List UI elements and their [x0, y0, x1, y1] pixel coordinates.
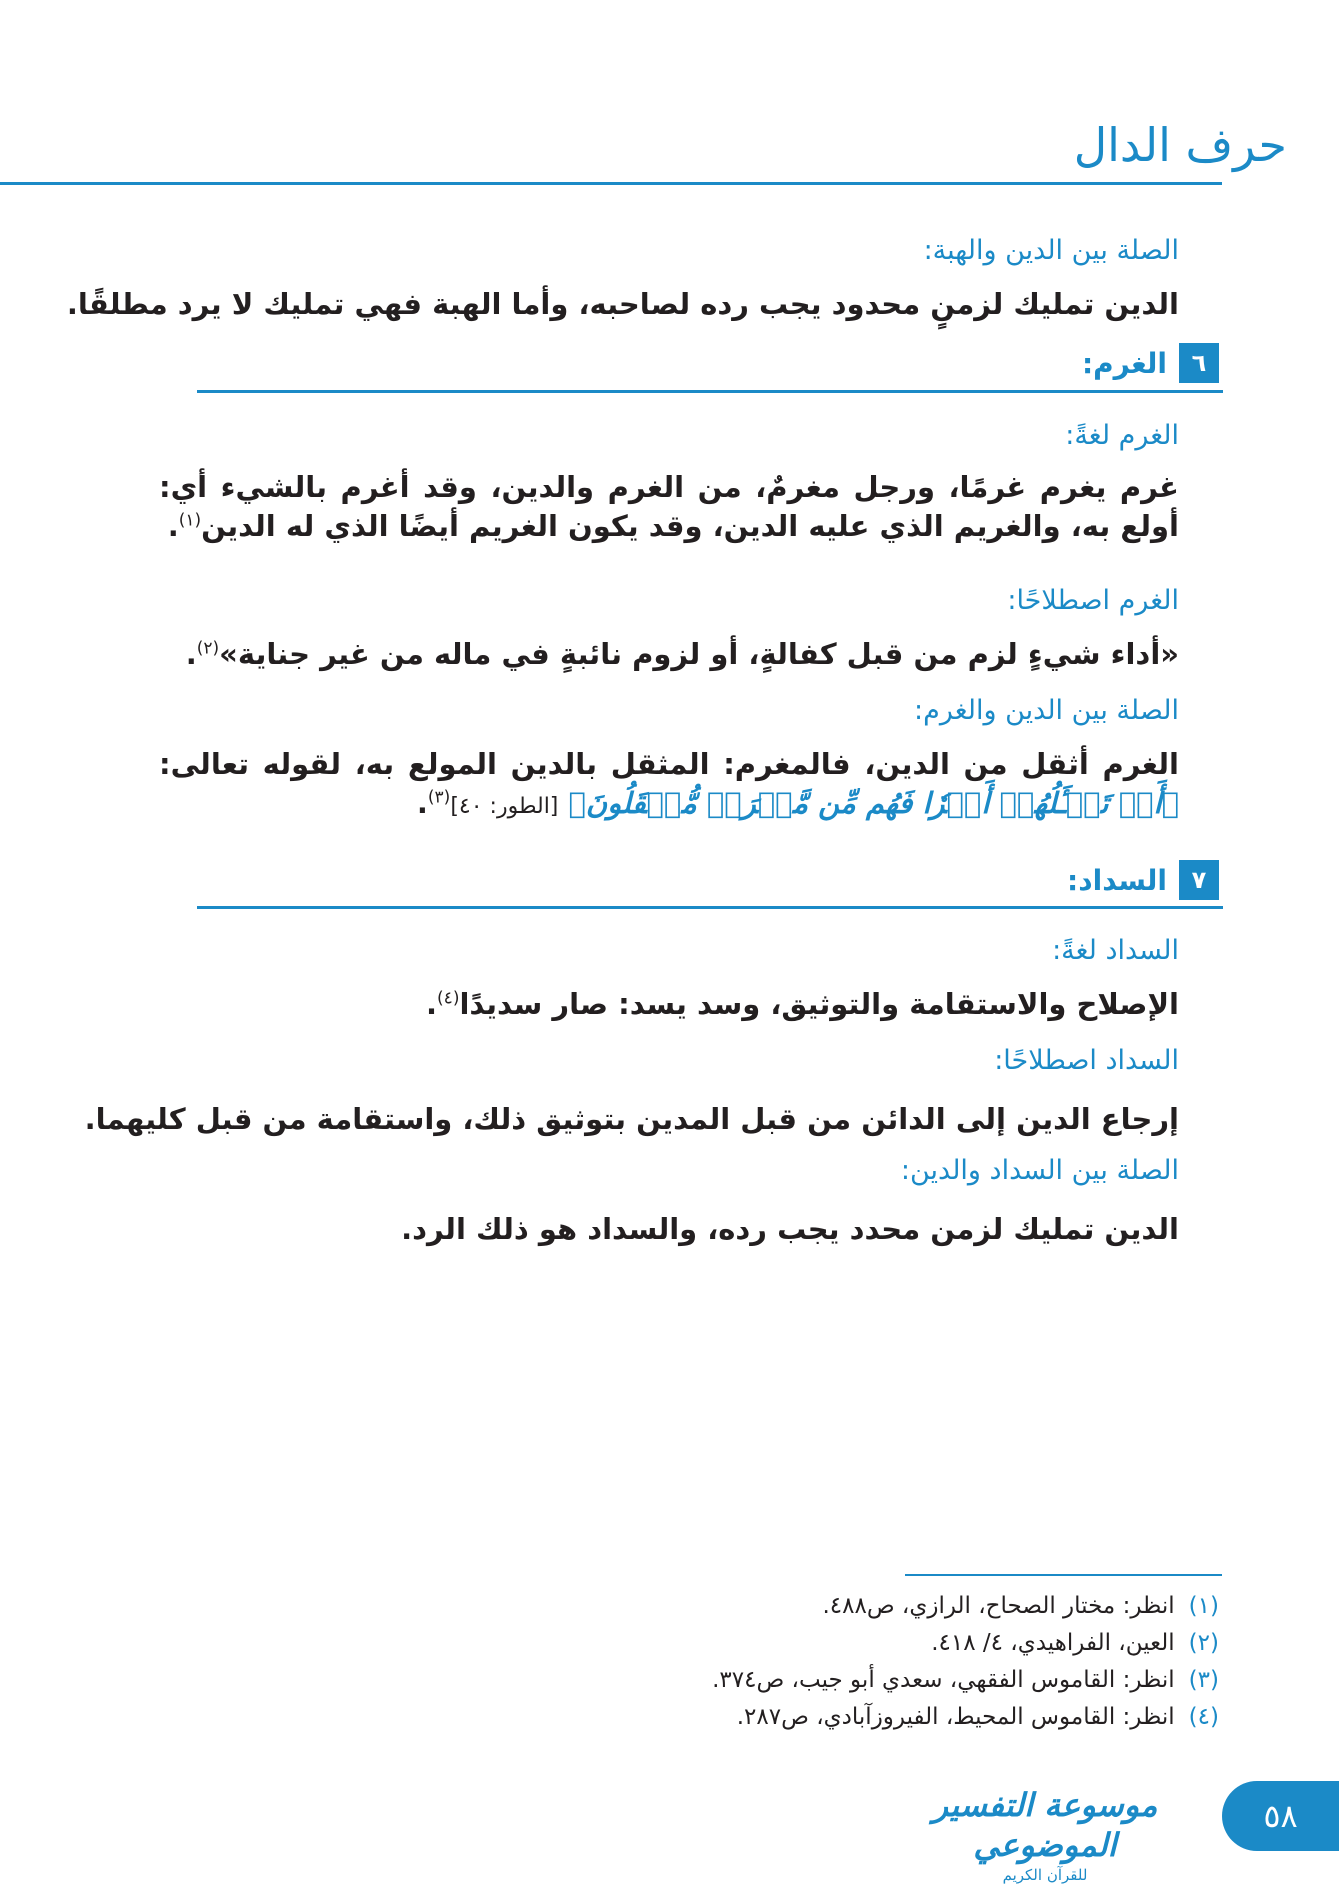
section-rule [197, 390, 1223, 393]
page-number: ٥٨ [1263, 1797, 1298, 1835]
section-header-7 [1067, 860, 1219, 900]
section-rule [197, 906, 1223, 909]
paragraph-text: غرم يغرم غرمًا، ورجل مغرمٌ، من الغرم والدين، وقد أغرم بالشيء أي: أولع به، والغريم الذي عليه الدين، وقد يكون الغريم أيضًا الذي له الدين [159, 470, 1179, 544]
footnote-text: انظر: القاموس المحيط، الفيروزآبادي، ص٢٨٧. [736, 1704, 1175, 1730]
encyclopedia-logo [905, 1785, 1185, 1884]
footnote-text: انظر: مختار الصحاح، الرازي، ص٤٨٨. [822, 1593, 1175, 1619]
footnote-number: (١) [1188, 1593, 1219, 1619]
term-definition-heading: السداد اصطلاحًا: [994, 1045, 1179, 1076]
intro-text: الدين تمليك لزمنٍ محدود يجب رده لصاحبه، وأما الهبة فهي تمليك لا يرد مطلقًا. [66, 287, 1179, 321]
footnote-marker: (١) [178, 510, 202, 531]
term-definition-text: إرجاع الدين إلى الدائن من قبل المدين بتوثيق ذلك، واستقامة من قبل كليهما. [84, 1102, 1179, 1136]
footnote-number: (٤) [1188, 1704, 1219, 1730]
lang-definition-heading: السداد لغةً: [1052, 935, 1179, 966]
footnote-text: العين، الفراهيدي، ٤/ ٤١٨. [931, 1630, 1175, 1656]
footnote-item [712, 1625, 1219, 1662]
relation-text: الدين تمليك لزمن محدد يجب رده، والسداد هو ذلك الرد. [401, 1212, 1179, 1246]
quran-verse: ﴿أَمۡ تَسۡـَٔلُهُمۡ أَجۡرٗا فَهُم مِّن مَّغۡرَمٖ مُّثۡقَلُونَ﴾ [568, 786, 1179, 821]
paragraph-text: «أداء شيءٍ لزم من قبل كفالةٍ، أو لزوم نائبةٍ في ماله من غير جناية» [219, 637, 1179, 671]
footnote-marker: (٢) [196, 638, 220, 659]
footnote-item [712, 1588, 1219, 1625]
intro-heading: الصلة بين الدين والهبة: [923, 235, 1179, 266]
relation-text: الغرم أثقل من الدين، فالمغرم: المثقل بالدين المولع به، لقوله تعالى: ﴿أَمۡ تَسۡـَٔلُهُمۡ أَجۡرٗا فَهُم مِّن مَّغۡرَمٖ مُّثۡقَلُونَ﴾ [الطور: ٤٠]$^{(٣)}$. [159, 747, 1179, 821]
lang-definition-text: غرم يغرم غرمًا، ورجل مغرمٌ، من الغرم والدين، وقد أغرم بالشيء أي: أولع به، والغريم الذي عليه الدين، وقد يكون الغريم أيضًا الذي له الدين$^{(١)}$. [159, 470, 1179, 544]
term-definition-heading: الغرم اصطلاحًا: [1007, 585, 1179, 616]
header-rule [0, 182, 1222, 185]
verse-reference: [الطور: ٤٠] [450, 794, 559, 820]
section-number-badge: ٧ [1179, 860, 1219, 900]
footnotes [712, 1588, 1219, 1736]
logo-title: موسوعة التفسير الموضوعي [932, 1786, 1158, 1864]
section-title: الغرم: [1081, 346, 1167, 380]
chapter-title: حرف الدال [1073, 118, 1287, 172]
footnote-separator [905, 1574, 1222, 1576]
footnote-marker: (٣) [427, 787, 451, 808]
page-number-badge [1222, 1781, 1339, 1851]
section-number-badge: ٦ [1179, 343, 1219, 383]
paragraph-text: الغرم أثقل من الدين، فالمغرم: المثقل بالدين المولع به، لقوله تعالى: [159, 747, 1179, 781]
term-definition-text: «أداء شيءٍ لزم من قبل كفالةٍ، أو لزوم نائبةٍ في ماله من غير جناية»$^{(٢)}$. [185, 637, 1179, 671]
relation-heading: الصلة بين السداد والدين: [900, 1155, 1179, 1186]
footnote-text: انظر: القاموس الفقهي، سعدي أبو جيب، ص٣٧٤. [712, 1667, 1175, 1693]
footnote-number: (٢) [1188, 1630, 1219, 1656]
footnote-number: (٣) [1188, 1667, 1219, 1693]
section-title: السداد: [1067, 863, 1167, 897]
section-header-6 [1082, 343, 1219, 383]
lang-definition-heading: الغرم لغةً: [1065, 420, 1179, 451]
logo-subtitle: للقرآن الكريم [1002, 1866, 1088, 1884]
relation-heading: الصلة بين الدين والغرم: [914, 695, 1179, 726]
lang-definition-text: الإصلاح والاستقامة والتوثيق، وسد يسد: صار سديدًا$^{(٤)}$. [426, 987, 1179, 1021]
paragraph-text: الإصلاح والاستقامة والتوثيق، وسد يسد: صار سديدًا [459, 987, 1179, 1021]
footnote-item [712, 1699, 1219, 1736]
footnote-item [712, 1662, 1219, 1699]
footnote-marker: (٤) [437, 988, 460, 1009]
